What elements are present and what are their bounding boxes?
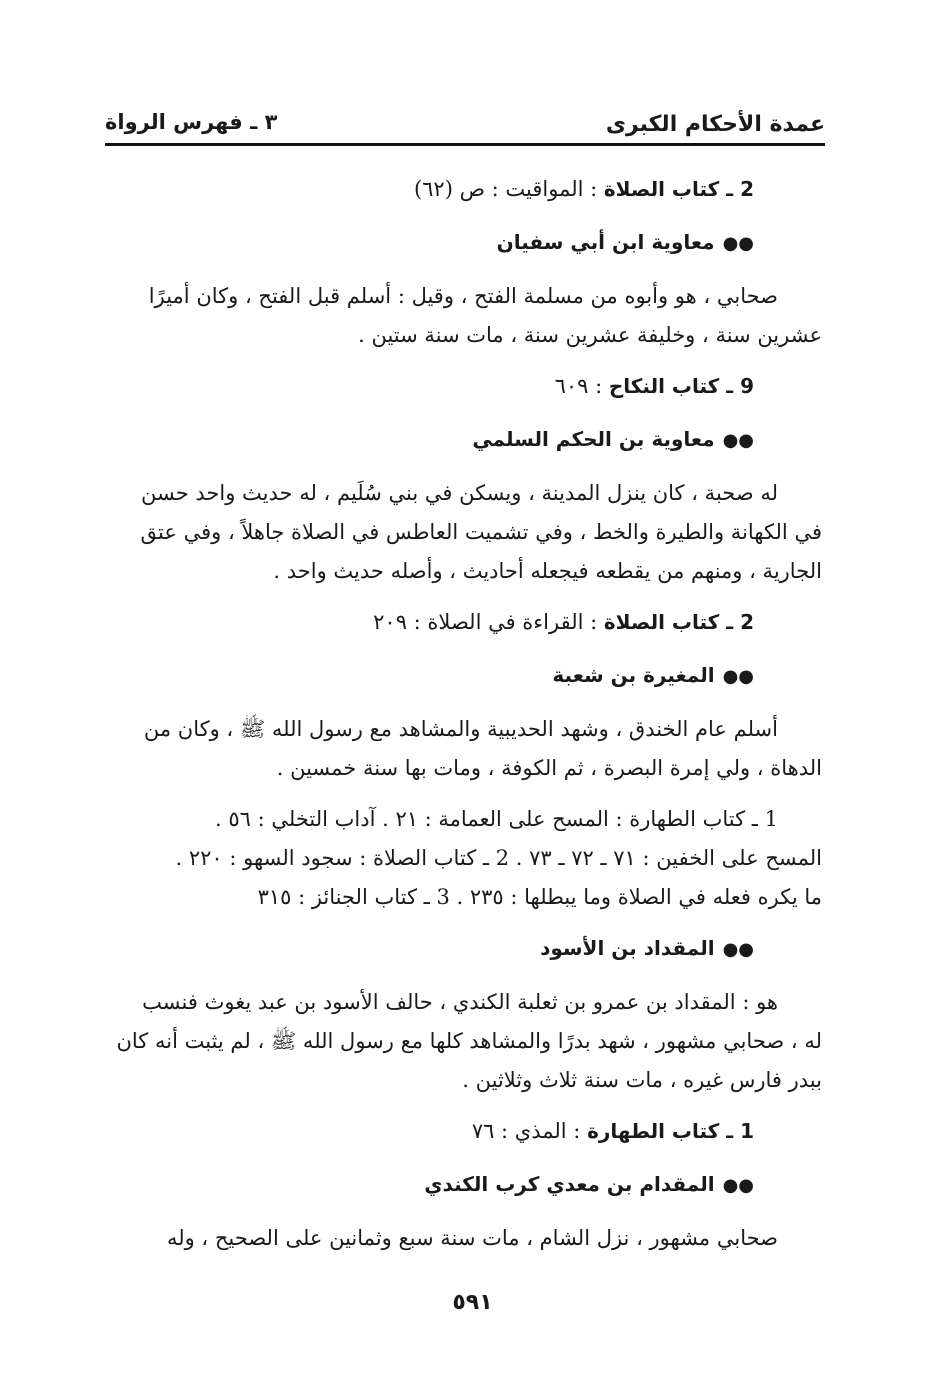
narrator-bio [100,983,822,1100]
running-header [105,104,825,144]
bio-line: عشرين سنة ، وخليفة عشرين سنة ، مات سنة ستين . [358,323,822,347]
narrator-bio [100,277,822,355]
header-divider [105,143,825,146]
page-body [100,168,822,1270]
reference-line: 2 ـ كتاب الصلاة : المواقيت : ص (٦٢) [413,177,754,201]
narrator-heading: ●●المقداد بن الأسود [540,936,754,960]
reference-line: 1 ـ كتاب الطهارة : المذي : ٧٦ [471,1119,754,1143]
bio-line: الجارية ، ومنهم من يقطعه فيجعله أحاديث ، وأصله حديث واحد . [273,559,822,583]
page-number: ٥٩١ [452,1290,493,1315]
reference-line: 1 ـ كتاب الطهارة : المسح على العمامة : ٢١ . آداب التخلي : ٥٦ . [215,807,778,831]
narrator-heading: ●●معاوية بن الحكم السلمي [472,427,754,451]
references-block [100,800,822,917]
bio-line: ببدر فارس غيره ، مات سنة ثلاث وثلاثين . [462,1068,822,1092]
narrator-heading: ●●المغيرة بن شعبة [552,663,754,687]
bio-line: في الكهانة والطيرة والخط ، وفي تشميت العاطس في الصلاة جاهلاً ، وفي عتق [140,520,822,544]
bullet-icon: ●● [722,939,754,960]
bullet-icon: ●● [722,666,754,687]
section-title: ٣ ـ فهرس الرواة [105,110,278,134]
narrator-heading: ●●المقدام بن معدي كرب الكندي [424,1172,754,1196]
narrator-bio [100,474,822,591]
reference-line: المسح على الخفين : ٧١ ـ ٧٢ ـ ٧٣ . 2 ـ كتاب الصلاة : سجود السهو : ٢٢٠ . [175,846,822,870]
narrator-bio [100,710,822,788]
reference-line: 9 ـ كتاب النكاح : ٦٠٩ [554,374,754,398]
bio-line: له ، صحابي مشهور ، شهد بدرًا والمشاهد كلها مع رسول الله ﷺ ، لم يثبت أنه كان [116,1029,822,1053]
reference-line: ما يكره فعله في الصلاة وما يبطلها : ٢٣٥ . 3 ـ كتاب الجنائز : ٣١٥ [257,885,822,909]
bio-line: له صحبة ، كان ينزل المدينة ، ويسكن في بني سُلَيم ، له حديث واحد حسن [141,481,778,505]
bio-line: صحابي مشهور ، نزل الشام ، مات سنة سبع وثمانين على الصحيح ، وله [166,1226,778,1250]
reference-line: 2 ـ كتاب الصلاة : القراءة في الصلاة : ٢٠٩ [373,610,754,634]
narrator-heading: ●●معاوية ابن أبي سفيان [496,230,754,254]
bio-line: هو : المقداد بن عمرو بن ثعلبة الكندي ، حالف الأسود بن عبد يغوث فنسب [142,990,778,1014]
bio-line: أسلم عام الخندق ، وشهد الحديبية والمشاهد مع رسول الله ﷺ ، وكان من [143,717,778,741]
bullet-icon: ●● [722,233,754,254]
bullet-icon: ●● [722,430,754,451]
bio-line: الدهاة ، ولي إمرة البصرة ، ثم الكوفة ، ومات بها سنة خمسين . [276,756,822,780]
bullet-icon: ●● [722,1175,754,1196]
narrator-bio [100,1219,822,1258]
bio-line: صحابي ، هو وأبوه من مسلمة الفتح ، وقيل : أسلم قبل الفتح ، وكان أميرًا [148,284,778,308]
book-title: عمدة الأحكام الكبرى [605,112,825,137]
